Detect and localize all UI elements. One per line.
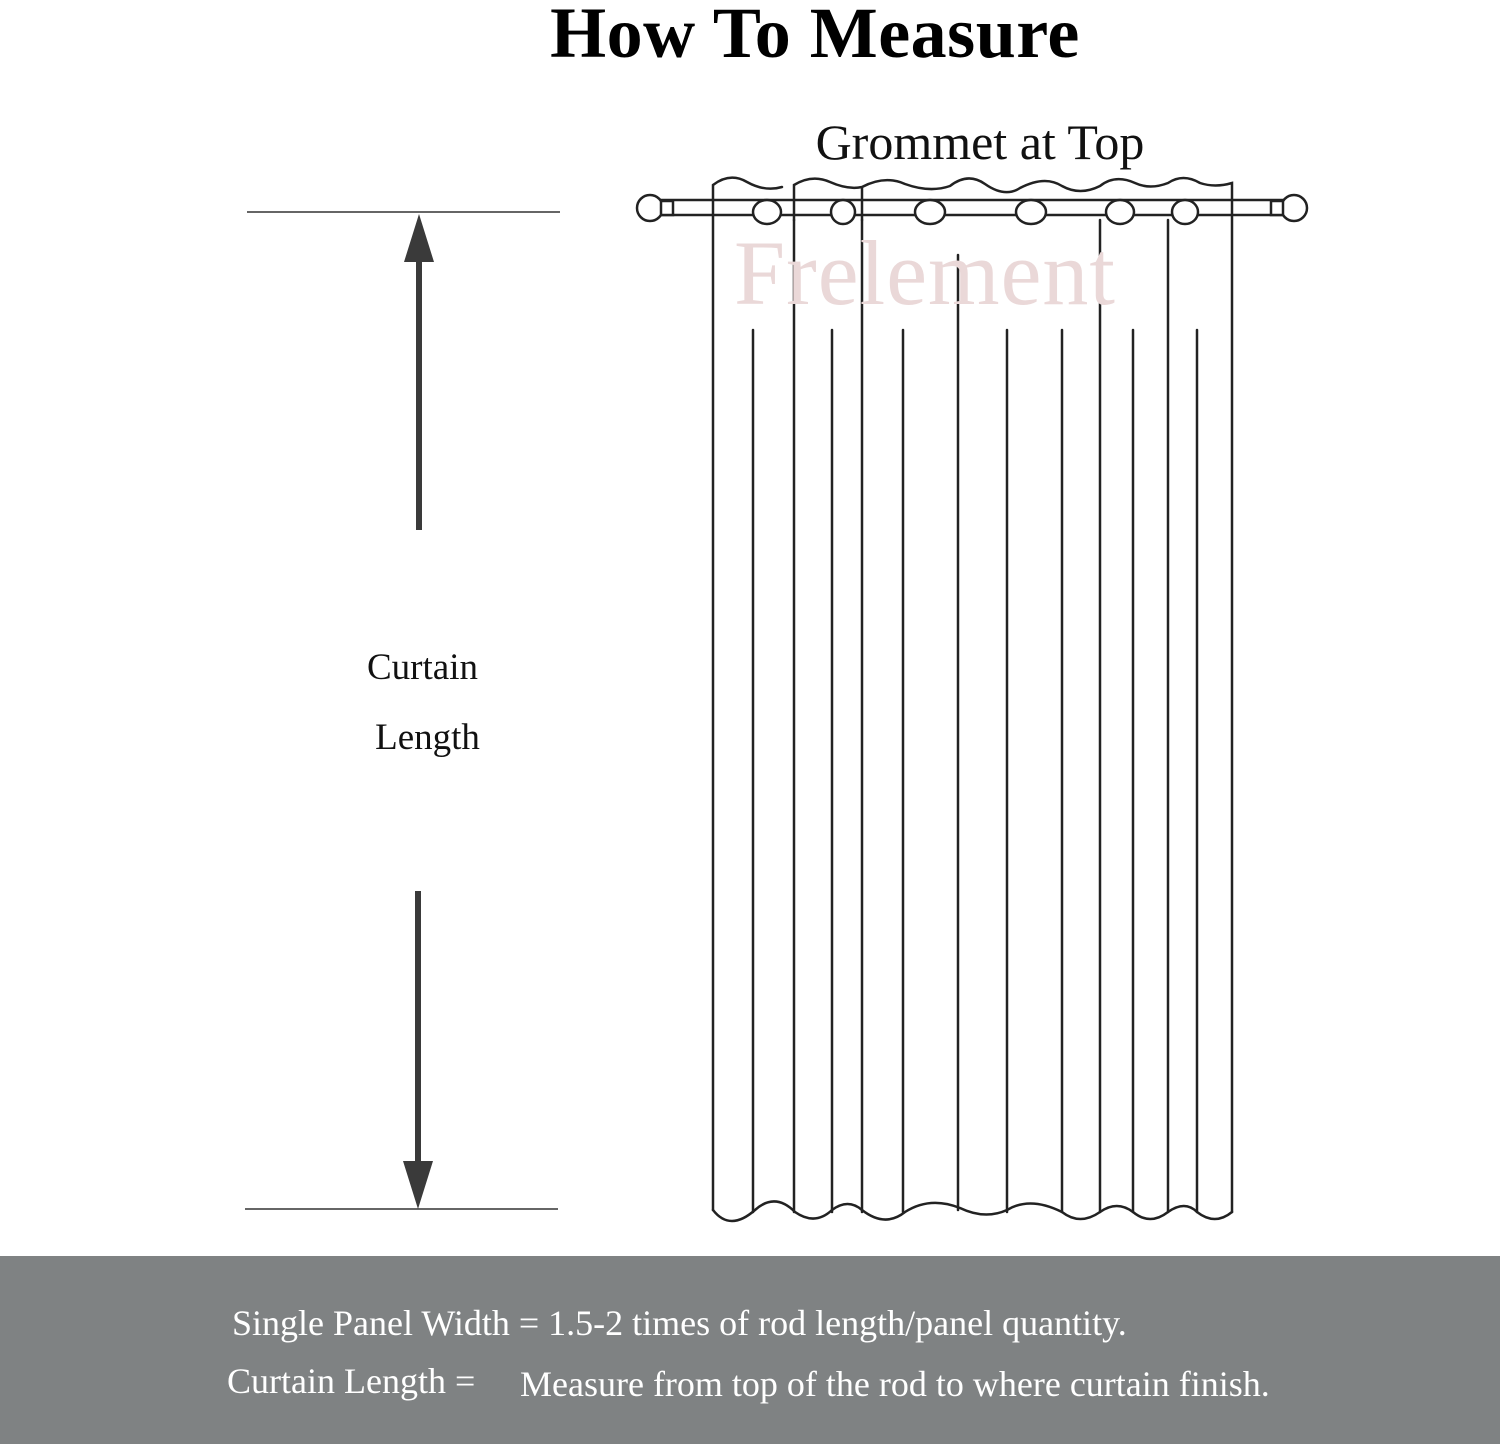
instructions-footer bbox=[0, 1256, 1500, 1444]
grommet-label: Grommet at Top bbox=[815, 114, 1145, 170]
curtain-length-formula-label: Curtain Length = bbox=[227, 1361, 476, 1401]
up-arrow-icon bbox=[404, 214, 434, 530]
down-arrow-icon bbox=[403, 891, 433, 1209]
curtain-panel bbox=[713, 178, 1232, 1221]
rod-finial-left bbox=[637, 195, 663, 221]
curtain-length-formula-value: Measure from top of the rod to where curtain finish. bbox=[520, 1364, 1270, 1404]
panel-width-formula: Single Panel Width = 1.5-2 times of rod length/panel quantity. bbox=[232, 1303, 1127, 1343]
curtain-length-label-line2: Length bbox=[375, 717, 480, 758]
curtain-length-label-line1: Curtain bbox=[367, 647, 478, 688]
brand-watermark: Frelement bbox=[734, 222, 1116, 324]
page-title: How To Measure bbox=[550, 0, 1080, 73]
rod-finial-right bbox=[1281, 195, 1307, 221]
